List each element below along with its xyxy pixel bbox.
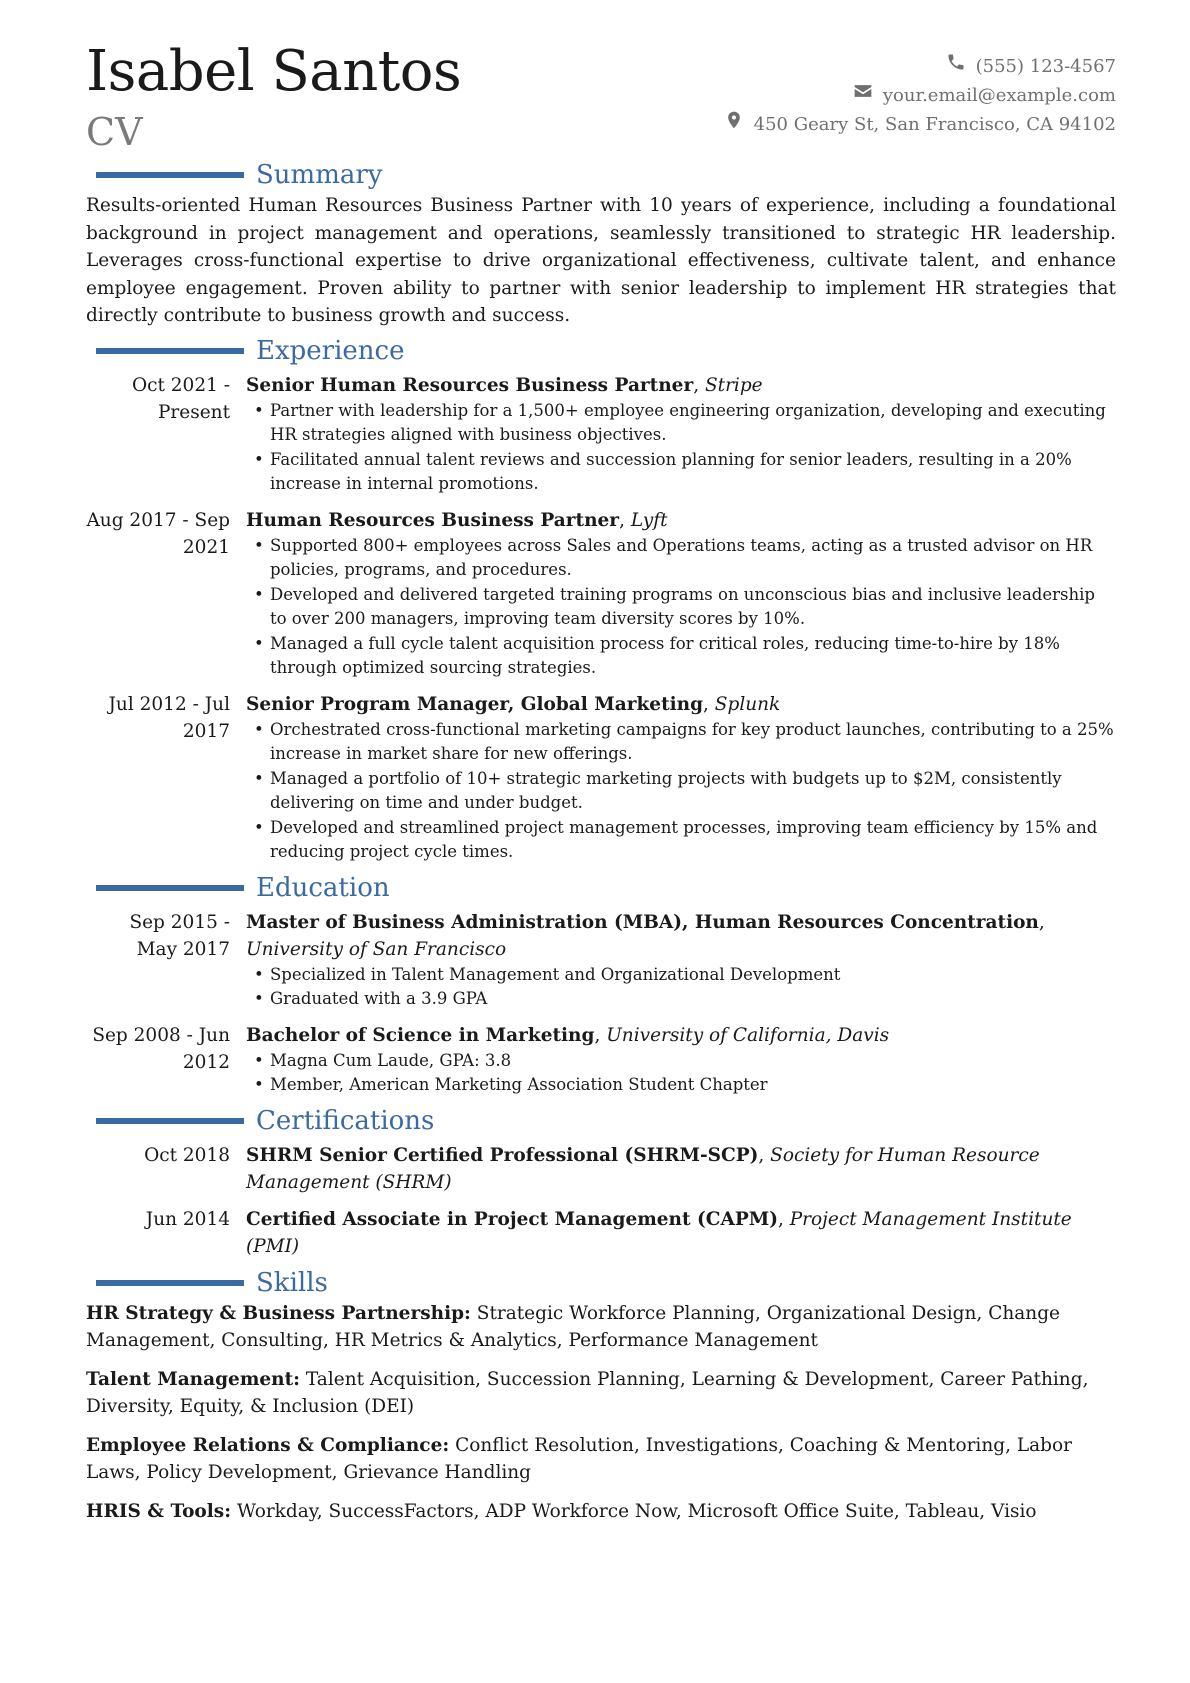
section-title: Education (256, 872, 390, 903)
skill-group-items: Conflict Resolution, Investigations, Coaching & Mentoring, Labor Laws, Policy Development, Grievance Handling (86, 1434, 1073, 1483)
section-title: Experience (256, 335, 405, 366)
entry-body (246, 691, 1116, 865)
entry-title: Human Resources Business Partner (246, 509, 620, 531)
bullet-item: • Developed and streamlined project management processes, improving team efficiency by 15% and reducing project cycle times. (246, 816, 1116, 865)
certifications-list (86, 1142, 1116, 1260)
skill-group-items: Strategic Workforce Planning, Organizational Design, Change Management, Consulting, HR Metrics & Analytics, Performance Management (86, 1302, 1060, 1351)
certification-entry (86, 1142, 1116, 1196)
bullet-item: • Member, American Marketing Association Student Chapter (246, 1073, 1116, 1098)
entry-date: Jun 2014 (145, 1208, 230, 1230)
experience-entry (86, 507, 1116, 681)
experience-list (86, 372, 1116, 865)
education-entry (86, 909, 1116, 1012)
bullet-item: • Managed a full cycle talent acquisition process for critical roles, reducing time-to-hire by 18% through optimized sourcing strategies. (246, 632, 1116, 681)
person-name: Isabel Santos (86, 39, 462, 104)
entry-date: Jul 2012 - Jul 2017 (108, 693, 230, 742)
experience-entry (86, 372, 1116, 497)
entry-organization: Project Management Institute (PMI) (246, 1208, 1072, 1257)
section-heading-certifications (86, 1104, 1116, 1138)
entry-date: Oct 2021 - Present (131, 374, 230, 423)
section-accent-bar (96, 348, 244, 354)
entry-heading: Senior Program Manager, Global Marketing, Splunk (246, 693, 781, 715)
skill-group-label: Employee Relations & Compliance: (86, 1434, 450, 1456)
bullet-item: • Graduated with a 3.9 GPA (246, 987, 1116, 1012)
entry-bullets (246, 534, 1116, 681)
bullet-item: • Supported 800+ employees across Sales and Operations teams, acting as a trusted advisor on HR policies, programs, and procedures. (246, 534, 1116, 583)
bullet-item: • Orchestrated cross-functional marketing campaigns for key product launches, contributing to a 25% increase in market share for new offerings. (246, 718, 1116, 767)
section-heading-skills (86, 1266, 1116, 1300)
section-accent-bar (96, 1118, 244, 1124)
skill-group (86, 1366, 1116, 1421)
entry-heading: Master of Business Administration (MBA), Human Resources Concentration, University of San Francisco (246, 911, 1045, 960)
entry-date: Sep 2015 - May 2017 (129, 911, 230, 960)
address-text: 450 Geary St, San Francisco, CA 94102 (753, 114, 1116, 135)
section-title: Summary (256, 160, 383, 190)
section-accent-bar (96, 172, 244, 178)
section-accent-bar (96, 885, 244, 891)
entry-date: Aug 2017 - Sep 2021 (86, 509, 230, 558)
entry-heading: Certified Associate in Project Management (CAPM), Project Management Institute (PMI) (246, 1208, 1072, 1257)
bullet-item: • Partner with leadership for a 1,500+ employee engineering organization, developing and executing HR strategies aligned with business objectives. (246, 399, 1116, 448)
education-entry (86, 1022, 1116, 1098)
entry-body (246, 1022, 1116, 1098)
entry-organization: Lyft (630, 509, 668, 531)
entry-body (246, 1142, 1116, 1196)
skill-group (86, 1498, 1116, 1526)
entry-heading: Bachelor of Science in Marketing, University of California, Davis (246, 1024, 890, 1046)
entry-bullets (246, 963, 1116, 1012)
entry-date: Oct 2018 (144, 1144, 230, 1166)
entry-title: Bachelor of Science in Marketing (246, 1024, 595, 1046)
location-pin-icon (724, 110, 744, 139)
section-heading-education (86, 871, 1116, 905)
summary-paragraph: Results-oriented Human Resources Business Partner with 10 years of experience, including a foundational background in project management and operations, seamlessly transitioned to strategic HR leadership. Leverages cross-functional expertise to drive organizational effectiveness, cultivate talent, and enhance employee engagement. Proven ability to partner with senior leadership to implement HR strategies that directly contribute to business growth and success. (86, 195, 1116, 326)
section-heading-experience (86, 334, 1116, 368)
bullet-item: • Managed a portfolio of 10+ strategic marketing projects with budgets up to $2M, consistently delivering on time and under budget. (246, 767, 1116, 816)
entry-body (246, 909, 1116, 1012)
phone-icon (946, 52, 966, 81)
skill-group (86, 1432, 1116, 1487)
skill-group-label: HR Strategy & Business Partnership: (86, 1302, 471, 1324)
entry-organization: Splunk (714, 693, 781, 715)
contact-address (724, 110, 1116, 139)
entry-bullets (246, 399, 1116, 497)
entry-body (246, 1206, 1116, 1260)
entry-body (246, 372, 1116, 497)
bullet-item: • Developed and delivered targeted training programs on unconscious bias and inclusive leadership to over 200 managers, improving team diversity scores by 10%. (246, 583, 1116, 632)
entry-title: Senior Human Resources Business Partner (246, 374, 694, 396)
section-accent-bar (96, 1280, 244, 1286)
skill-group-items: Workday, SuccessFactors, ADP Workforce Now, Microsoft Office Suite, Tableau, Visio (236, 1500, 1037, 1522)
skill-group (86, 1300, 1116, 1355)
entry-title: SHRM Senior Certified Professional (SHRM-SCP) (246, 1144, 759, 1166)
bullet-item: • Magna Cum Laude, GPA: 3.8 (246, 1049, 1116, 1074)
section-title: Skills (256, 1267, 328, 1298)
skill-group-label: Talent Management: (86, 1368, 300, 1390)
contact-email[interactable] (724, 81, 1116, 110)
certification-entry (86, 1206, 1116, 1260)
bullet-item: • Specialized in Talent Management and Organizational Development (246, 963, 1116, 988)
document-subtitle: CV (86, 110, 143, 154)
phone-text: (555) 123-4567 (975, 56, 1116, 77)
contact-block (724, 52, 1116, 139)
entry-organization: Society for Human Resource Management (SHRM) (246, 1144, 1040, 1193)
cv-page (86, 40, 1116, 1536)
entry-heading: Senior Human Resources Business Partner, Stripe (246, 374, 763, 396)
entry-title: Master of Business Administration (MBA), Human Resources Concentration (246, 911, 1039, 933)
entry-heading: Human Resources Business Partner, Lyft (246, 509, 668, 531)
entry-body (246, 507, 1116, 681)
entry-organization: University of California, Davis (606, 1024, 890, 1046)
skill-group-label: HRIS & Tools: (86, 1500, 232, 1522)
entry-bullets (246, 718, 1116, 865)
email-text[interactable]: your.email@example.com (882, 85, 1116, 106)
section-title: Certifications (256, 1105, 435, 1136)
entry-heading: SHRM Senior Certified Professional (SHRM-SCP), Society for Human Resource Management (SHRM) (246, 1144, 1040, 1193)
entry-date: Sep 2008 - Jun 2012 (92, 1024, 230, 1073)
cv-header (86, 40, 1116, 158)
entry-bullets (246, 1049, 1116, 1098)
entry-organization: University of San Francisco (246, 938, 507, 960)
envelope-icon (853, 81, 873, 110)
entry-organization: Stripe (704, 374, 763, 396)
contact-phone (724, 52, 1116, 81)
education-list (86, 909, 1116, 1098)
section-heading-summary (86, 158, 1116, 192)
skills-list (86, 1300, 1116, 1526)
bullet-item: • Facilitated annual talent reviews and succession planning for senior leaders, resulting in a 20% increase in internal promotions. (246, 448, 1116, 497)
entry-title: Certified Associate in Project Management (CAPM) (246, 1208, 778, 1230)
entry-title: Senior Program Manager, Global Marketing (246, 693, 704, 715)
skill-group-items: Talent Acquisition, Succession Planning, Learning & Development, Career Pathing, Diversity, Equity, & Inclusion (DEI) (86, 1368, 1089, 1417)
experience-entry (86, 691, 1116, 865)
